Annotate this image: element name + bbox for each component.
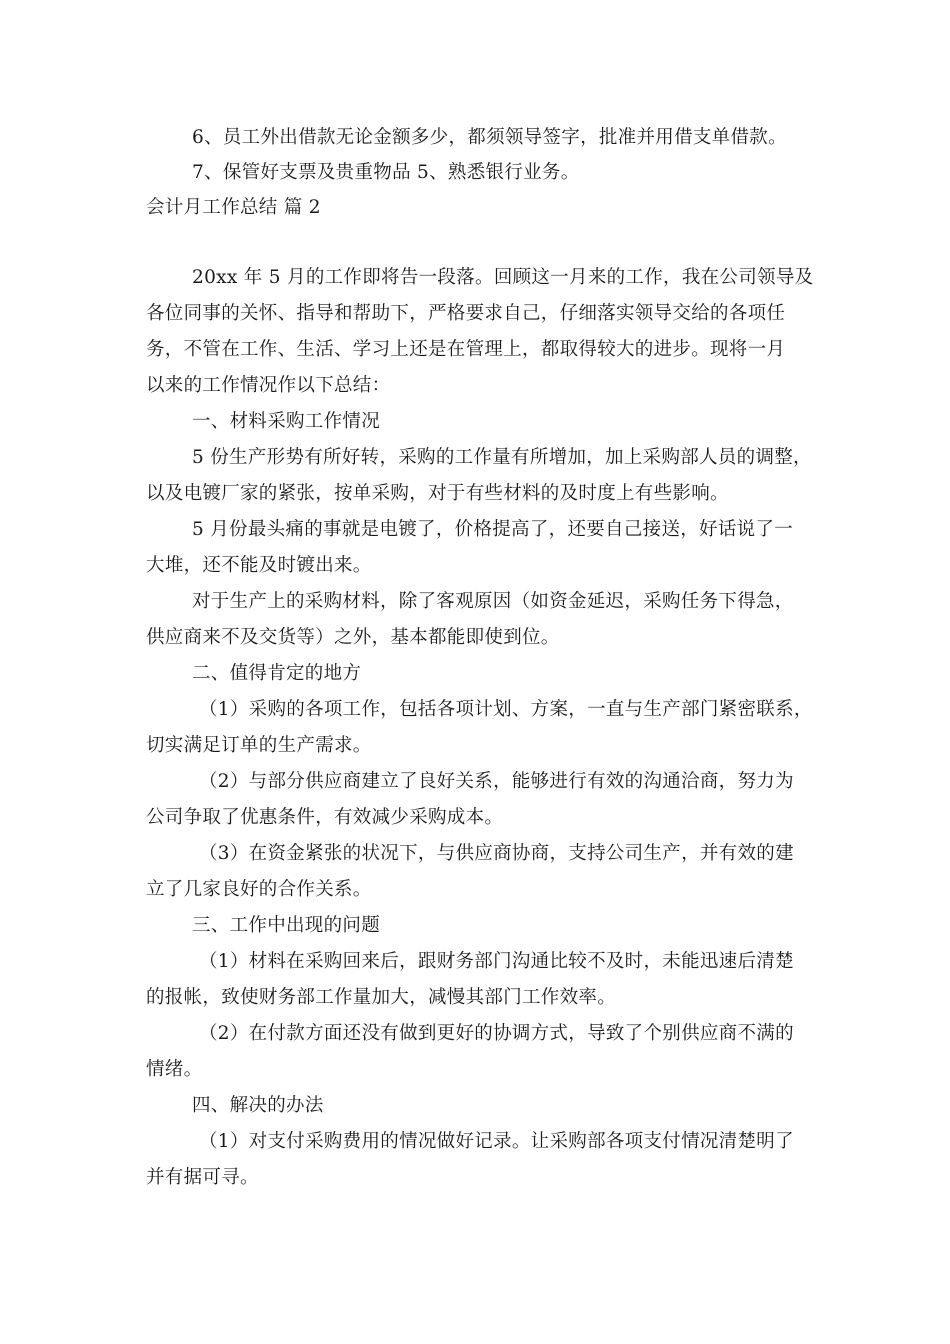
paragraph-line: （3）在资金紧张的状况下，与供应商协商，支持公司生产，并有效的建 [199,843,794,864]
paragraph-line: （1）材料在采购回来后，跟财务部门沟通比较不及时，未能迅速后清楚 [199,951,794,972]
paragraph-line: 供应商来不及交货等）之外，基本都能即使到位。 [146,627,560,648]
paragraph-line: 的报帐，致使财务部工作量加大，减慢其部门工作效率。 [146,987,617,1008]
section-title: 会计月工作总结 篇 2 [146,197,321,218]
paragraph-line: （1）对支付采购费用的情况做好记录。让采购部各项支付情况清楚明了 [199,1131,794,1152]
paragraph-line: （2）在付款方面还没有做到更好的协调方式，导致了个别供应商不满的 [199,1023,794,1044]
paragraph-line: （1）采购的各项工作，包括各项计划、方案，一直与生产部门紧密联系， [199,699,813,720]
paragraph-line: 立了几家良好的合作关系。 [146,879,372,900]
paragraph-line: 大堆，还不能及时镀出来。 [146,555,372,576]
heading-3: 三、工作中出现的问题 [192,915,381,936]
paragraph-line: （2）与部分供应商建立了良好关系，能够进行有效的沟通洽商，努力为 [199,771,794,792]
heading-4: 四、解决的办法 [192,1095,324,1116]
intro-paragraph-line: 以来的工作情况作以下总结： [146,375,391,396]
intro-paragraph-line: 各位同事的关怀、指导和帮助下，严格要求自己，仔细落实领导交给的各项任 [146,303,786,324]
paragraph-line: 公司争取了优惠条件，有效减少采购成本。 [146,807,504,828]
intro-paragraph-line: 务，不管在工作、生活、学习上还是在管理上，都取得较大的进步。现将一月 [146,339,786,360]
paragraph-line: 情绪。 [146,1059,203,1080]
list-item-6: 6、员工外出借款无论金额多少，都须领导签字，批准并用借支单借款。 [192,127,787,148]
paragraph-line: 对于生产上的采购材料，除了客观原因（如资金延迟，采购任务下得急， [192,591,794,612]
heading-2: 二、值得肯定的地方 [192,663,362,684]
paragraph-line: 并有据可寻。 [146,1167,259,1188]
paragraph-line: 切实满足订单的生产需求。 [146,735,372,756]
list-item-7: 7、保管好支票及贵重物品 5、熟悉银行业务。 [192,162,580,183]
paragraph-line: 5 份生产形势有所好转，采购的工作量有所增加，加上采购部人员的调整， [192,447,812,468]
paragraph-line: 以及电镀厂家的紧张，按单采购，对于有些材料的及时度上有些影响。 [146,483,729,504]
intro-paragraph-line: 20xx 年 5 月的工作即将告一段落。回顾这一月来的工作，我在公司领导及 [192,267,814,288]
paragraph-line: 5 月份最头痛的事就是电镀了，价格提高了，还要自己接送，好话说了一 [192,519,794,540]
heading-1: 一、材料采购工作情况 [192,411,381,432]
